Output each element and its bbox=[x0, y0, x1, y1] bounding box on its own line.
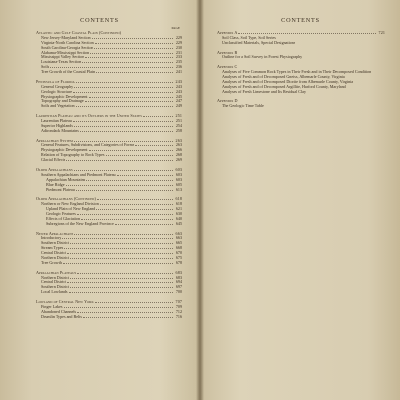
toc-label: New Jersey-Maryland Section bbox=[41, 35, 91, 40]
toc-page-number: 243 bbox=[175, 79, 182, 84]
dot-leader bbox=[62, 238, 173, 239]
toc-page-number: 603 bbox=[175, 167, 182, 172]
page-title: CONTENTS bbox=[281, 17, 320, 24]
dot-leader bbox=[95, 302, 173, 303]
toc-page-number: 245 bbox=[175, 94, 182, 99]
toc-label: The Geologic Time Table bbox=[222, 104, 264, 109]
toc-label: Northern or New England Division bbox=[41, 202, 99, 207]
toc-entry bbox=[36, 315, 182, 320]
toc-page-number: 236 bbox=[175, 65, 182, 70]
toc-page-number: 621 bbox=[175, 207, 182, 212]
toc-page-number: 229 bbox=[175, 40, 182, 45]
dot-leader bbox=[67, 282, 173, 283]
toc-label: Atlantic and Gulf Coastal Plain (Continued) bbox=[36, 31, 122, 35]
toc-label: Analyses of Fresh and of Decomposed Gneiss, Albemarle County, Virginia bbox=[222, 75, 345, 80]
toc-section bbox=[36, 232, 182, 266]
dot-leader bbox=[238, 33, 376, 34]
toc-section bbox=[36, 31, 182, 75]
toc-label: Relation of Topography to Rock Types bbox=[41, 153, 105, 158]
toc-page-number: 683 bbox=[175, 275, 182, 280]
dot-leader bbox=[74, 141, 173, 142]
toc-section bbox=[217, 65, 385, 94]
toc-page-number: 605 bbox=[175, 182, 182, 187]
toc-label: Unclassified Materials, Special Designations bbox=[222, 40, 296, 45]
dot-leader bbox=[76, 106, 173, 107]
toc-page-number: 263 bbox=[175, 143, 182, 148]
toc-label: Lowland of Central New York bbox=[36, 299, 94, 304]
dot-leader bbox=[86, 180, 173, 181]
toc-page-number: 709 bbox=[175, 304, 182, 309]
toc-label: Appendix D bbox=[217, 99, 238, 104]
toc-page-number: 675 bbox=[175, 255, 182, 260]
toc-page-number: 603 bbox=[175, 177, 182, 182]
toc-label: Analyses of Five Common Rock Types in Their Fresh and in Their Decomposed Condition bbox=[222, 70, 372, 75]
dot-leader bbox=[90, 53, 173, 54]
dot-leader bbox=[50, 67, 173, 68]
dot-leader bbox=[95, 43, 173, 44]
dot-leader bbox=[80, 131, 173, 132]
toc-page-number: 231 bbox=[175, 50, 182, 55]
toc-label: Physiographic Development bbox=[41, 148, 88, 153]
dot-leader bbox=[96, 72, 173, 73]
dot-leader bbox=[115, 224, 173, 225]
toc-label: Soils bbox=[41, 65, 50, 70]
toc-section bbox=[36, 300, 182, 320]
toc-section bbox=[36, 114, 182, 134]
toc-page-number: 645 bbox=[175, 221, 182, 226]
toc-sections bbox=[36, 31, 182, 320]
toc-label: Appendix B bbox=[217, 50, 238, 55]
toc-label: General Geography bbox=[41, 84, 74, 89]
dot-leader bbox=[82, 62, 173, 63]
toc-label: Tree Growth of the Coastal Plain bbox=[41, 70, 96, 75]
dot-leader bbox=[89, 97, 173, 98]
toc-page-number: 251 bbox=[175, 119, 182, 124]
toc-page-number: 665 bbox=[175, 241, 182, 246]
toc-page-number: 694 bbox=[175, 280, 182, 285]
dot-leader bbox=[77, 312, 173, 313]
dot-leader bbox=[85, 57, 173, 58]
dot-leader bbox=[85, 101, 173, 102]
dot-leader bbox=[74, 170, 173, 171]
toc-column bbox=[217, 26, 385, 114]
toc-section bbox=[36, 271, 182, 295]
toc-label: Analyses of Fresh and of Decomposed Diorite from Albemarle County, Virginia bbox=[222, 79, 354, 84]
dot-leader bbox=[97, 199, 173, 200]
toc-page-number: 618 bbox=[175, 202, 182, 207]
toc-label: Virginia-North Carolina Section bbox=[41, 40, 94, 45]
toc-entry bbox=[36, 129, 182, 134]
dot-leader bbox=[70, 278, 173, 279]
toc-label: Local Lowlands bbox=[41, 290, 68, 295]
toc-label: Tree Growth bbox=[41, 260, 62, 265]
toc-page-number: 697 bbox=[175, 285, 182, 290]
toc-page-number: 229 bbox=[175, 35, 182, 40]
toc-label: Analyses of Fresh and of Decomposed Argillite, Harford County, Maryland bbox=[222, 84, 346, 89]
toc-page-number: 668 bbox=[175, 246, 182, 251]
toc-entry bbox=[36, 261, 182, 266]
toc-page-number: 254 bbox=[175, 123, 182, 128]
dot-leader bbox=[143, 116, 173, 117]
toc-label: Piedmont Plateau bbox=[46, 187, 75, 192]
toc-page-number: 618 bbox=[175, 197, 182, 202]
toc-page-number: 243 bbox=[175, 89, 182, 94]
toc-page-number: 640 bbox=[175, 216, 182, 221]
toc-label: Appalachian Plateaus bbox=[36, 270, 77, 275]
dot-leader bbox=[69, 292, 174, 293]
toc-entry bbox=[217, 90, 385, 95]
toc-label: Upland Plain of New England bbox=[46, 207, 96, 212]
toc-section bbox=[36, 168, 182, 192]
toc-label: Southern District bbox=[41, 285, 70, 290]
toc-label: Stream Types bbox=[41, 246, 64, 251]
toc-section bbox=[36, 139, 182, 163]
toc-label: Introductory bbox=[41, 236, 62, 241]
page-column-header: PAGE bbox=[171, 26, 180, 30]
dot-leader bbox=[64, 248, 173, 249]
toc-label: Newer Appalachians bbox=[36, 231, 74, 236]
dot-leader bbox=[77, 273, 173, 274]
toc-page-number: 712 bbox=[175, 309, 182, 314]
toc-page-number: 683 bbox=[175, 270, 182, 275]
toc-page-number: 251 bbox=[175, 114, 182, 119]
dot-leader bbox=[92, 38, 173, 39]
toc-label: Southern District bbox=[41, 241, 70, 246]
toc-page-number: 230 bbox=[175, 45, 182, 50]
toc-label: Northern District bbox=[41, 255, 70, 260]
dot-leader bbox=[64, 307, 174, 308]
toc-page-number: 241 bbox=[175, 70, 182, 75]
toc-page-number: 235 bbox=[175, 60, 182, 65]
toc-page-number: 247 bbox=[175, 99, 182, 104]
toc-label: Appalachian Mountains bbox=[46, 177, 86, 182]
dot-leader bbox=[67, 253, 173, 254]
toc-page-number: 603 bbox=[175, 172, 182, 177]
toc-label: Louisiana-Texas Section bbox=[41, 60, 82, 65]
toc-label: Older Appalachians bbox=[36, 167, 73, 172]
dot-leader bbox=[66, 160, 173, 161]
toc-label: Blue Ridge bbox=[46, 182, 65, 187]
dot-leader bbox=[63, 263, 173, 264]
toc-label: Physiographic Development bbox=[41, 94, 88, 99]
right-page bbox=[201, 0, 400, 400]
dot-leader bbox=[89, 150, 173, 151]
dot-leader bbox=[83, 317, 173, 318]
toc-label: Soils and Vegetation bbox=[41, 104, 75, 109]
toc-page-number: 268 bbox=[175, 153, 182, 158]
toc-section bbox=[217, 99, 385, 109]
toc-section bbox=[36, 80, 182, 109]
toc-label: Appalachian System bbox=[36, 138, 73, 143]
toc-page-number: 269 bbox=[175, 158, 182, 163]
toc-label: Laurentian Plateau bbox=[41, 119, 72, 124]
toc-section bbox=[217, 31, 385, 46]
dot-leader bbox=[135, 145, 173, 146]
dot-leader bbox=[70, 258, 173, 259]
toc-label: Superior Highlands bbox=[41, 123, 73, 128]
toc-entry bbox=[217, 104, 385, 109]
toc-label: Peninsula of Florida bbox=[36, 79, 75, 84]
dot-leader bbox=[74, 126, 173, 127]
toc-entry bbox=[36, 158, 182, 163]
toc-label: Mississippi Valley Section bbox=[41, 55, 85, 60]
toc-label: Adirondack Mountains bbox=[41, 128, 79, 133]
toc-label: Drumlin Types and Belts bbox=[41, 314, 82, 319]
toc-label: Topography and Drainage bbox=[41, 99, 84, 104]
toc-label: Glacial Effects bbox=[41, 158, 66, 163]
toc-entry bbox=[217, 55, 385, 60]
toc-page-number: 663 bbox=[175, 231, 182, 236]
toc-entry bbox=[36, 104, 182, 109]
toc-label: Geologic Features bbox=[46, 211, 76, 216]
toc-label: Older Appalachians (Continued) bbox=[36, 197, 96, 202]
toc-label: Appendix C bbox=[217, 65, 238, 70]
toc-label: South Carolina-Georgia Section bbox=[41, 45, 94, 50]
toc-page-number: 721 bbox=[378, 31, 385, 35]
toc-page-number: 249 bbox=[175, 104, 182, 109]
toc-page-number: 630 bbox=[175, 211, 182, 216]
toc-label: Alabama-Mississippi Section bbox=[41, 50, 90, 55]
toc-label: Subregions of the New England Province bbox=[46, 221, 114, 226]
dot-leader bbox=[100, 204, 173, 205]
toc-page-number: 263 bbox=[175, 138, 182, 143]
toc-entry bbox=[36, 222, 182, 227]
dot-leader bbox=[76, 190, 173, 191]
dot-leader bbox=[70, 287, 173, 288]
dot-leader bbox=[77, 214, 173, 215]
toc-section bbox=[36, 197, 182, 226]
toc-page-number: 700 bbox=[175, 290, 182, 295]
toc-section bbox=[217, 51, 385, 61]
dot-leader bbox=[96, 209, 173, 210]
toc-page-number: 716 bbox=[175, 314, 182, 319]
toc-entry bbox=[36, 290, 182, 295]
toc-column bbox=[36, 26, 182, 324]
toc-label: Northern District bbox=[41, 275, 70, 280]
dot-leader bbox=[94, 48, 173, 49]
toc-page-number: 678 bbox=[175, 260, 182, 265]
dot-leader bbox=[66, 185, 173, 186]
toc-label: General Features, Subdivisions, and Categories of Forms bbox=[41, 143, 135, 148]
toc-label: Geologic Structure bbox=[41, 89, 73, 94]
dot-leader bbox=[76, 82, 173, 83]
toc-page-number: 707 bbox=[175, 299, 182, 304]
page-title: CONTENTS bbox=[80, 17, 119, 24]
dot-leader bbox=[106, 155, 173, 156]
left-page bbox=[0, 0, 199, 400]
toc-entry bbox=[217, 41, 385, 46]
toc-entry bbox=[36, 188, 182, 193]
toc-sections bbox=[217, 31, 385, 109]
dot-leader bbox=[117, 175, 173, 176]
toc-label: Effects of Glaciation bbox=[46, 216, 81, 221]
toc-label: Finger Lakes bbox=[41, 304, 63, 309]
toc-label: Central District bbox=[41, 251, 67, 256]
toc-label: Abandoned Channels bbox=[41, 309, 77, 314]
dot-leader bbox=[73, 121, 173, 122]
toc-page-number: 243 bbox=[175, 84, 182, 89]
toc-page-number: 663 bbox=[175, 236, 182, 241]
toc-label: Central District bbox=[41, 280, 67, 285]
dot-leader bbox=[81, 219, 173, 220]
toc-entry bbox=[36, 70, 182, 75]
toc-page-number: 670 bbox=[175, 251, 182, 256]
dot-leader bbox=[70, 243, 173, 244]
toc-label: Laurentian Plateau and its Outliers in the United States bbox=[36, 114, 143, 119]
toc-label: Southern Appalachians and Piedmont Plateau bbox=[41, 172, 116, 177]
dot-leader bbox=[73, 92, 173, 93]
toc-page-number: 258 bbox=[175, 128, 182, 133]
toc-label: Analyses of Fresh Limestone and Its Residual Clay bbox=[222, 89, 307, 94]
toc-label: Appendix A bbox=[217, 31, 238, 35]
toc-page-number: 266 bbox=[175, 148, 182, 153]
toc-label: Soil Class, Soil Type, Soil Series bbox=[222, 35, 276, 40]
toc-label: Outline for a Soil Survey in Forest Physiography bbox=[222, 55, 303, 60]
toc-page-number: 613 bbox=[175, 187, 182, 192]
dot-leader bbox=[74, 87, 173, 88]
dot-leader bbox=[74, 234, 173, 235]
toc-page-number: 233 bbox=[175, 55, 182, 60]
